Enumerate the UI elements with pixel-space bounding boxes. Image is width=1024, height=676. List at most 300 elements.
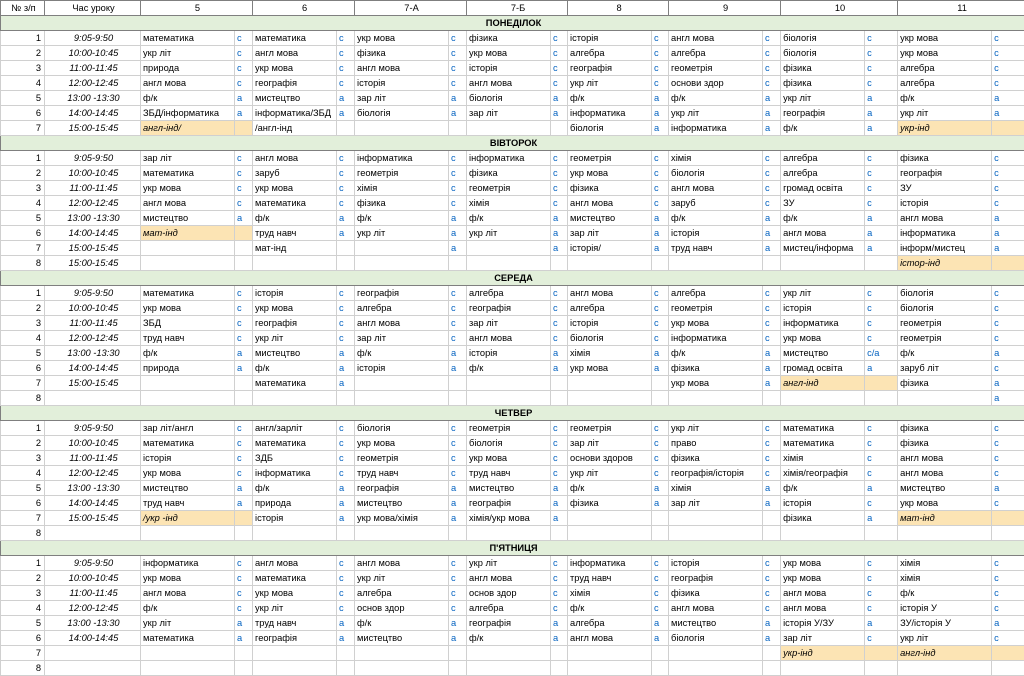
subject-cell: алгебра [467, 601, 551, 616]
lesson-time: 10:00-10:45 [45, 46, 141, 61]
lesson-time: 11:00-11:45 [45, 451, 141, 466]
lesson-number: 1 [1, 31, 45, 46]
subject-cell: алгебра [568, 616, 652, 631]
table-row [1, 376, 1024, 391]
shift-flag: с [992, 181, 1024, 196]
table-row [1, 196, 1024, 211]
shift-flag [865, 391, 898, 406]
shift-flag: с [337, 286, 355, 301]
lesson-number: 8 [1, 256, 45, 271]
shift-flag: а [652, 226, 669, 241]
subject-cell: хімія [467, 196, 551, 211]
subject-cell: історія [568, 31, 652, 46]
shift-flag: с/а [865, 346, 898, 361]
subject-cell [355, 526, 449, 541]
lesson-number: 3 [1, 316, 45, 331]
shift-flag: с [449, 556, 467, 571]
shift-flag [763, 526, 781, 541]
table-row [1, 601, 1024, 616]
subject-cell: англ мова [898, 451, 992, 466]
column-header: 10 [781, 1, 898, 16]
shift-flag: а [763, 106, 781, 121]
shift-flag: с [235, 421, 253, 436]
subject-cell [141, 256, 235, 271]
shift-flag [235, 511, 253, 526]
subject-cell: біологія [898, 286, 992, 301]
shift-flag: а [337, 631, 355, 646]
table-row [1, 286, 1024, 301]
subject-cell: укр літ [568, 466, 652, 481]
subject-cell: інформатика [898, 226, 992, 241]
subject-cell: інформатика [253, 466, 337, 481]
shift-flag: а [865, 241, 898, 256]
subject-cell: ЗУ [781, 196, 865, 211]
subject-cell: укр літ [898, 631, 992, 646]
subject-cell: інформатика [781, 316, 865, 331]
table-row [1, 226, 1024, 241]
subject-cell: ф/к [253, 361, 337, 376]
subject-cell: історія [467, 61, 551, 76]
subject-cell: алгебра [781, 151, 865, 166]
shift-flag: с [551, 571, 568, 586]
shift-flag: с [763, 31, 781, 46]
shift-flag: с [652, 151, 669, 166]
shift-flag: с [763, 61, 781, 76]
lesson-time: 13:00 -13:30 [45, 481, 141, 496]
shift-flag: с [235, 601, 253, 616]
shift-flag: с [337, 181, 355, 196]
table-row [1, 391, 1024, 406]
shift-flag: а [337, 226, 355, 241]
subject-cell: фізика [781, 61, 865, 76]
shift-flag: с [449, 421, 467, 436]
subject-cell: англ мова [253, 46, 337, 61]
shift-flag: а [865, 511, 898, 526]
shift-flag: с [337, 301, 355, 316]
table-row [1, 316, 1024, 331]
table-row [1, 661, 1024, 676]
shift-flag: а [337, 211, 355, 226]
subject-cell: мистецтво [568, 211, 652, 226]
subject-cell: математика [253, 571, 337, 586]
subject-cell [669, 661, 763, 676]
subject-cell: фізика [898, 151, 992, 166]
subject-cell [669, 511, 763, 526]
shift-flag [551, 391, 568, 406]
lesson-number: 5 [1, 481, 45, 496]
shift-flag: с [865, 451, 898, 466]
shift-flag: с [337, 166, 355, 181]
lesson-number: 4 [1, 601, 45, 616]
subject-cell: зар літ [141, 151, 235, 166]
subject-cell [467, 121, 551, 136]
lesson-number: 5 [1, 616, 45, 631]
subject-cell: математика [141, 436, 235, 451]
shift-flag: а [337, 376, 355, 391]
subject-cell: /укр -інд [141, 511, 235, 526]
subject-cell: біологія [898, 301, 992, 316]
subject-cell: ф/к [467, 361, 551, 376]
shift-flag: с [337, 61, 355, 76]
subject-cell: алгебра [898, 76, 992, 91]
subject-cell: мистецтво [141, 211, 235, 226]
shift-flag: с [551, 181, 568, 196]
column-header: 11 [898, 1, 1024, 16]
subject-cell: укр мова [898, 496, 992, 511]
shift-flag: а [551, 616, 568, 631]
subject-cell: укр літ [355, 226, 449, 241]
shift-flag: с [235, 286, 253, 301]
shift-flag [992, 661, 1024, 676]
shift-flag: с [337, 331, 355, 346]
subject-cell: ЗУ [898, 181, 992, 196]
shift-flag [992, 511, 1024, 526]
shift-flag: а [235, 631, 253, 646]
column-header: 5 [141, 1, 253, 16]
shift-flag: с [551, 46, 568, 61]
shift-flag: а [551, 496, 568, 511]
shift-flag: а [865, 106, 898, 121]
shift-flag: с [763, 331, 781, 346]
shift-flag: а [763, 121, 781, 136]
subject-cell: хімія [898, 571, 992, 586]
shift-flag: с [763, 421, 781, 436]
lesson-number: 2 [1, 436, 45, 451]
subject-cell: історія [467, 346, 551, 361]
shift-flag: с [992, 556, 1024, 571]
subject-cell: укр мова/хімія [355, 511, 449, 526]
table-row [1, 496, 1024, 511]
shift-flag: с [449, 316, 467, 331]
table-row [1, 91, 1024, 106]
shift-flag [235, 226, 253, 241]
lesson-time: 12:00-12:45 [45, 601, 141, 616]
subject-cell: укр літ [781, 286, 865, 301]
table-row [1, 121, 1024, 136]
lesson-time: 13:00 -13:30 [45, 211, 141, 226]
shift-flag: с [865, 601, 898, 616]
shift-flag [337, 391, 355, 406]
shift-flag: с [337, 466, 355, 481]
table-row [1, 346, 1024, 361]
subject-cell [669, 256, 763, 271]
subject-cell: алгебра [898, 61, 992, 76]
shift-flag: а [652, 496, 669, 511]
subject-cell [568, 256, 652, 271]
subject-cell: основи здор [669, 76, 763, 91]
shift-flag: с [235, 571, 253, 586]
shift-flag: с [449, 301, 467, 316]
subject-cell: укр мова [781, 556, 865, 571]
shift-flag: а [763, 241, 781, 256]
subject-cell: труд навч [141, 331, 235, 346]
lesson-time: 13:00 -13:30 [45, 346, 141, 361]
subject-cell: інформатика [355, 151, 449, 166]
shift-flag: с [865, 196, 898, 211]
shift-flag: а [551, 511, 568, 526]
shift-flag: с [865, 76, 898, 91]
lesson-time: 14:00-14:45 [45, 361, 141, 376]
shift-flag: с [652, 31, 669, 46]
shift-flag: с [865, 46, 898, 61]
subject-cell: мистецтво [141, 481, 235, 496]
shift-flag [652, 646, 669, 661]
subject-cell: інформатика [568, 556, 652, 571]
shift-flag: с [235, 586, 253, 601]
subject-cell: англ мова [253, 151, 337, 166]
subject-cell: англ мова [568, 286, 652, 301]
table-row [1, 646, 1024, 661]
subject-cell: мистецтво [669, 616, 763, 631]
subject-cell: укр літ [141, 46, 235, 61]
shift-flag: с [235, 166, 253, 181]
subject-cell: алгебра [781, 166, 865, 181]
lesson-time: 14:00-14:45 [45, 106, 141, 121]
subject-cell [568, 646, 652, 661]
subject-cell [467, 526, 551, 541]
shift-flag: а [449, 361, 467, 376]
shift-flag [865, 256, 898, 271]
header-row [1, 1, 1024, 16]
shift-flag: с [337, 556, 355, 571]
shift-flag [449, 661, 467, 676]
subject-cell: фізика [898, 436, 992, 451]
shift-flag: с [449, 286, 467, 301]
lesson-time: 13:00 -13:30 [45, 91, 141, 106]
shift-flag [337, 526, 355, 541]
shift-flag: с [449, 436, 467, 451]
subject-cell: ф/к [781, 481, 865, 496]
subject-cell: ЗДБ [253, 451, 337, 466]
shift-flag [763, 511, 781, 526]
shift-flag: а [992, 616, 1024, 631]
subject-cell: ф/к [141, 346, 235, 361]
shift-flag: с [652, 76, 669, 91]
subject-cell: ф/к [898, 586, 992, 601]
shift-flag: с [551, 31, 568, 46]
shift-flag: а [652, 631, 669, 646]
subject-cell: історія [141, 451, 235, 466]
lesson-time: 11:00-11:45 [45, 586, 141, 601]
shift-flag: с [763, 301, 781, 316]
shift-flag: с [337, 31, 355, 46]
subject-cell [568, 661, 652, 676]
subject-cell: фізика [669, 361, 763, 376]
shift-flag [763, 646, 781, 661]
subject-cell: ф/к [355, 616, 449, 631]
lesson-number: 2 [1, 301, 45, 316]
table-row [1, 436, 1024, 451]
subject-cell: укр мова [781, 331, 865, 346]
shift-flag: с [763, 316, 781, 331]
subject-cell: історія [253, 286, 337, 301]
shift-flag [865, 646, 898, 661]
lesson-number: 6 [1, 631, 45, 646]
shift-flag: с [992, 31, 1024, 46]
subject-cell: біологія [355, 421, 449, 436]
shift-flag: а [449, 511, 467, 526]
shift-flag: а [763, 91, 781, 106]
subject-cell: ф/к [898, 346, 992, 361]
subject-cell: історія У [898, 601, 992, 616]
subject-cell: укр мова [355, 31, 449, 46]
shift-flag: с [992, 196, 1024, 211]
subject-cell [467, 256, 551, 271]
shift-flag: с [992, 286, 1024, 301]
shift-flag: а [337, 361, 355, 376]
subject-cell: англ-інд [781, 376, 865, 391]
shift-flag: а [763, 631, 781, 646]
shift-flag: с [449, 31, 467, 46]
subject-cell: англ мова [669, 31, 763, 46]
subject-cell: ф/к [669, 346, 763, 361]
subject-cell [781, 526, 865, 541]
lesson-number: 1 [1, 556, 45, 571]
shift-flag: с [235, 181, 253, 196]
shift-flag [865, 376, 898, 391]
shift-flag: с [865, 331, 898, 346]
shift-flag: а [763, 616, 781, 631]
lesson-time: 14:00-14:45 [45, 226, 141, 241]
subject-cell [253, 526, 337, 541]
lesson-time [45, 661, 141, 676]
subject-cell: математика [781, 421, 865, 436]
subject-cell: англ мова [141, 586, 235, 601]
shift-flag: а [652, 616, 669, 631]
shift-flag: а [449, 91, 467, 106]
lesson-number: 4 [1, 76, 45, 91]
shift-flag: с [763, 451, 781, 466]
shift-flag: с [337, 76, 355, 91]
shift-flag: с [865, 286, 898, 301]
shift-flag: с [763, 286, 781, 301]
subject-cell: геометрія [669, 61, 763, 76]
subject-cell: укр літ [253, 601, 337, 616]
shift-flag: а [449, 346, 467, 361]
lesson-number: 8 [1, 391, 45, 406]
column-header: 9 [669, 1, 781, 16]
shift-flag: а [449, 481, 467, 496]
subject-cell: історія [781, 301, 865, 316]
subject-cell: геометрія [568, 151, 652, 166]
lesson-time: 15:00-15:45 [45, 241, 141, 256]
subject-cell: алгебра [669, 286, 763, 301]
table-row [1, 586, 1024, 601]
shift-flag: с [551, 331, 568, 346]
shift-flag: с [235, 301, 253, 316]
day-name: СЕРЕДА [1, 271, 1024, 286]
subject-cell: природа [141, 61, 235, 76]
lesson-number: 8 [1, 661, 45, 676]
shift-flag: а [449, 106, 467, 121]
subject-cell: труд навч [141, 496, 235, 511]
subject-cell: біологія [467, 91, 551, 106]
shift-flag: с [652, 46, 669, 61]
shift-flag: а [992, 241, 1024, 256]
subject-cell [141, 391, 235, 406]
subject-cell [141, 661, 235, 676]
subject-cell: алгебра [355, 301, 449, 316]
subject-cell: історія [355, 361, 449, 376]
subject-cell: алгебра [467, 286, 551, 301]
lesson-number: 8 [1, 526, 45, 541]
subject-cell: геометрія [898, 331, 992, 346]
shift-flag: с [235, 46, 253, 61]
shift-flag: с [337, 421, 355, 436]
subject-cell: ф/к [568, 481, 652, 496]
subject-cell: англ-інд/ [141, 121, 235, 136]
shift-flag: с [763, 196, 781, 211]
shift-flag: а [235, 481, 253, 496]
subject-cell: інформатика/ЗБД [253, 106, 337, 121]
table-row [1, 166, 1024, 181]
subject-cell: історія [568, 316, 652, 331]
subject-cell: алгебра [568, 46, 652, 61]
shift-flag: а [235, 106, 253, 121]
subject-cell: мистецтво [898, 481, 992, 496]
shift-flag [551, 256, 568, 271]
lesson-time [45, 391, 141, 406]
subject-cell: фізика [568, 496, 652, 511]
column-header: № з/п [1, 1, 45, 16]
shift-flag: а [992, 481, 1024, 496]
subject-cell: історія У/ЗУ [781, 616, 865, 631]
lesson-number: 4 [1, 331, 45, 346]
shift-flag: с [449, 166, 467, 181]
shift-flag: с [865, 586, 898, 601]
table-row [1, 61, 1024, 76]
subject-cell: заруб літ [898, 361, 992, 376]
shift-flag: с [992, 601, 1024, 616]
shift-flag [652, 526, 669, 541]
lesson-number: 5 [1, 211, 45, 226]
subject-cell: укр мова [898, 31, 992, 46]
shift-flag: а [337, 106, 355, 121]
shift-flag: с [992, 466, 1024, 481]
subject-cell: укр мова [253, 181, 337, 196]
subject-cell: зар літ [568, 226, 652, 241]
subject-cell: історія/ [568, 241, 652, 256]
shift-flag: а [449, 211, 467, 226]
shift-flag: а [551, 211, 568, 226]
shift-flag: с [449, 466, 467, 481]
subject-cell: інформатика [467, 151, 551, 166]
table-row [1, 241, 1024, 256]
shift-flag [992, 121, 1024, 136]
shift-flag: а [449, 631, 467, 646]
lesson-number: 4 [1, 466, 45, 481]
subject-cell: геометрія [568, 421, 652, 436]
shift-flag: с [449, 601, 467, 616]
subject-cell [141, 376, 235, 391]
shift-flag [652, 256, 669, 271]
subject-cell: геометрія [467, 421, 551, 436]
shift-flag: с [235, 556, 253, 571]
subject-cell: географія [253, 316, 337, 331]
lesson-number: 6 [1, 226, 45, 241]
shift-flag: а [235, 496, 253, 511]
subject-cell [141, 241, 235, 256]
shift-flag [337, 121, 355, 136]
shift-flag: с [337, 571, 355, 586]
shift-flag: а [551, 346, 568, 361]
table-row [1, 211, 1024, 226]
shift-flag: с [551, 466, 568, 481]
subject-cell: англ мова [898, 466, 992, 481]
subject-cell [781, 391, 865, 406]
subject-cell: зар літ [467, 106, 551, 121]
subject-cell: фізика [898, 421, 992, 436]
